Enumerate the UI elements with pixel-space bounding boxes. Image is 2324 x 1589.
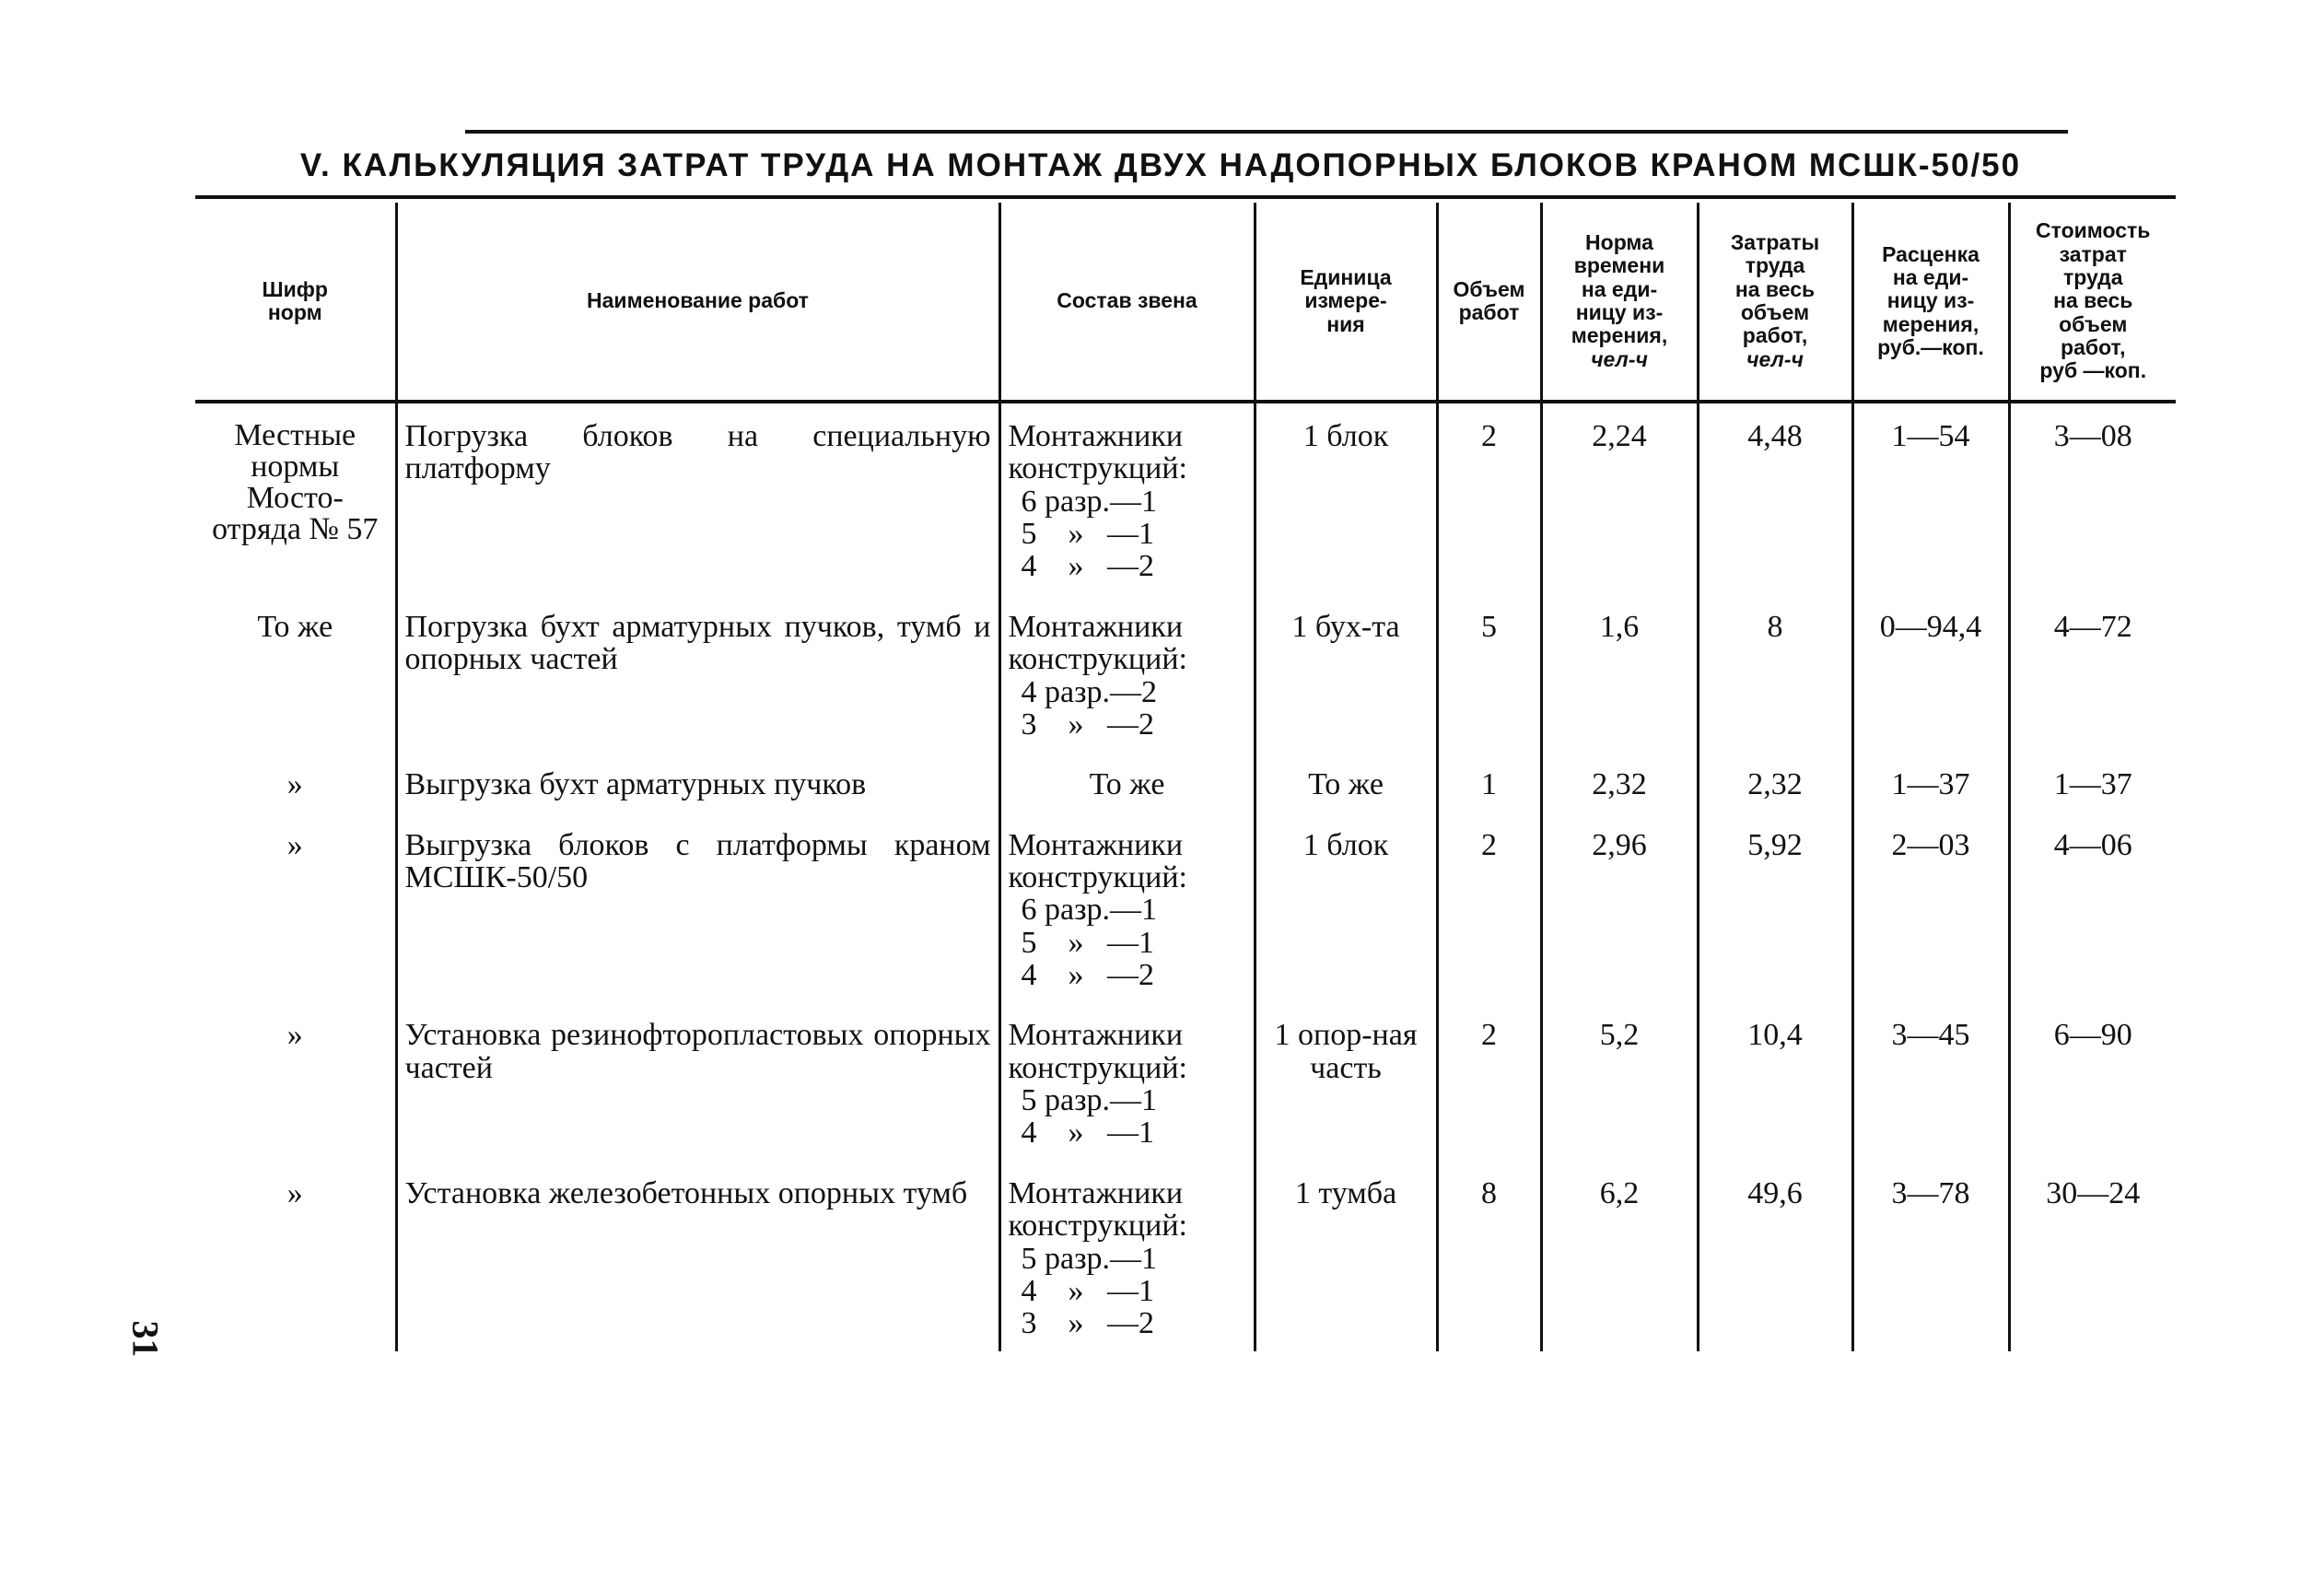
- cell-crew: Монтажники конструкций: 5 разр.—1 4 » —1: [999, 1002, 1255, 1160]
- cell-rate: 1—54: [1852, 402, 2009, 594]
- header-code: Шифр норм: [195, 203, 396, 402]
- cell-name: Выгрузка бухт арматурных пучков: [396, 752, 999, 812]
- header-unit: Единица измере- ния: [1255, 203, 1437, 402]
- cell-code: »: [286, 767, 303, 802]
- cell-rate: 0—94,4: [1852, 594, 2009, 752]
- document-title: V. КАЛЬКУЛЯЦИЯ ЗАТРАТ ТРУДА НА МОНТАЖ ДВУХ НАДОПОРНЫХ БЛОКОВ КРАНОМ МСШК-50/50: [299, 147, 2022, 183]
- cell-name: Установка железобетонных опорных тумб: [396, 1161, 999, 1351]
- table-row: [195, 1161, 2176, 1351]
- table-row: [195, 1002, 2176, 1160]
- cell-time-norm: 6,2: [1541, 1161, 1698, 1351]
- cell-time-norm: 2,32: [1541, 752, 1698, 812]
- header-time-norm: Норма времени на еди- ницу из- мерения, чел-ч: [1541, 203, 1698, 402]
- header-volume: Объем работ: [1437, 203, 1541, 402]
- table-row: [195, 402, 2176, 594]
- table-row: [195, 812, 2176, 1003]
- cell-volume: 8: [1437, 1161, 1541, 1351]
- cell-labor-total: 5,92: [1698, 812, 1852, 1003]
- cell-labor-total: 4,48: [1698, 402, 1852, 594]
- cell-volume: 1: [1437, 752, 1541, 812]
- cell-name: Выгрузка блоков с платформы краном МСШК-50/50: [396, 812, 999, 1003]
- cell-unit: 1 блок: [1255, 812, 1437, 1003]
- cell-labor-total: 8: [1698, 594, 1852, 752]
- cell-crew: Монтажники конструкций: 4 разр.—2 3 » —2: [999, 594, 1255, 752]
- header-labor-total: Затраты труда на весь объем работ, чел-ч: [1698, 203, 1852, 402]
- cell-cost: 3—08: [2009, 402, 2176, 594]
- cell-code: »: [286, 1175, 303, 1210]
- cell-code: »: [286, 827, 303, 862]
- cell-volume: 2: [1437, 812, 1541, 1003]
- cell-labor-total: 2,32: [1698, 752, 1852, 812]
- header-name: Наименование работ: [396, 203, 999, 402]
- cell-rate: 3—78: [1852, 1161, 2009, 1351]
- cell-time-norm: 2,24: [1541, 402, 1698, 594]
- cell-unit: 1 тумба: [1255, 1161, 1437, 1351]
- cell-rate: 3—45: [1852, 1002, 2009, 1160]
- cell-labor-total: 10,4: [1698, 1002, 1852, 1160]
- table-row: [195, 594, 2176, 752]
- header-cost: Стоимость затрат труда на весь объем работ, руб —коп.: [2009, 203, 2176, 402]
- title-rule: [195, 195, 2176, 199]
- header-crew: Состав звена: [999, 203, 1255, 402]
- cell-cost: 1—37: [2009, 752, 2176, 812]
- cell-volume: 2: [1437, 1002, 1541, 1160]
- cell-rate: 1—37: [1852, 752, 2009, 812]
- cell-cost: 30—24: [2009, 1161, 2176, 1351]
- cell-crew: Монтажники конструкций: 6 разр.—1 5 » —1 4 » —2: [999, 812, 1255, 1003]
- cell-code: То же: [257, 609, 333, 644]
- cell-time-norm: 2,96: [1541, 812, 1698, 1003]
- cell-unit: 1 блок: [1255, 402, 1437, 594]
- cell-unit: 1 бух-та: [1255, 594, 1437, 752]
- cell-time-norm: 5,2: [1541, 1002, 1698, 1160]
- cell-cost: 4—72: [2009, 594, 2176, 752]
- cell-name: Погрузка бухт арматурных пучков, тумб и опорных частей: [396, 594, 999, 752]
- cell-unit: То же: [1255, 752, 1437, 812]
- header-rate: Расценка на еди- ницу из- мерения, руб.—коп.: [1852, 203, 2009, 402]
- top-rule: [465, 130, 2068, 134]
- page-number: 31: [124, 1320, 167, 1358]
- cell-crew: Монтажники конструкций: 6 разр.—1 5 » —1 4 » —2: [999, 402, 1255, 594]
- cell-volume: 2: [1437, 402, 1541, 594]
- cell-crew: Монтажники конструкций: 5 разр.—1 4 » —1 3 » —2: [999, 1161, 1255, 1351]
- cell-volume: 5: [1437, 594, 1541, 752]
- cell-name: Установка резинофторопластовых опорных частей: [396, 1002, 999, 1160]
- cell-rate: 2—03: [1852, 812, 2009, 1003]
- cell-code: »: [286, 1018, 303, 1053]
- cell-unit: 1 опор-ная часть: [1255, 1002, 1437, 1160]
- cell-crew: То же: [999, 752, 1255, 812]
- cell-time-norm: 1,6: [1541, 594, 1698, 752]
- cell-cost: 4—06: [2009, 812, 2176, 1003]
- cell-name: Погрузка блоков на специальную платформу: [396, 402, 999, 594]
- table-header-row: [195, 203, 2176, 402]
- cell-code: Местные нормы Мосто-отряда № 57: [212, 418, 379, 546]
- table-row: [195, 752, 2176, 812]
- cell-cost: 6—90: [2009, 1002, 2176, 1160]
- labor-cost-table: [195, 203, 2176, 1351]
- cell-labor-total: 49,6: [1698, 1161, 1852, 1351]
